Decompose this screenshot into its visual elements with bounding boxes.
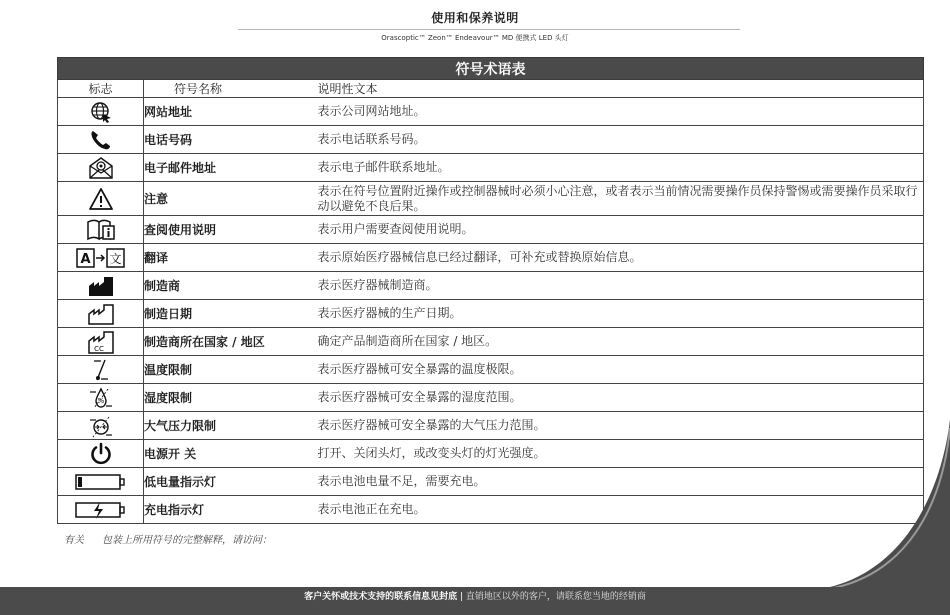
footer-distributor-note: 直销地区以外的客户，请联系您当地的经销商: [465, 592, 646, 602]
document-title: 使用和保养说明: [431, 11, 519, 25]
column-header-description: 说明性文本: [316, 80, 924, 98]
manufacturer-icon: [58, 272, 144, 300]
table-row: [58, 468, 924, 496]
table-row: [58, 126, 924, 154]
symbol-name: 充电指示灯: [144, 496, 316, 524]
symbol-description: 表示医疗器械制造商。: [316, 272, 924, 300]
symbol-name: 低电量指示灯: [144, 468, 316, 496]
table-row: [58, 440, 924, 468]
symbol-description: 表示电池正在充电。: [316, 496, 924, 524]
symbol-description: 打开、关闭头灯，或改变头灯的灯光强度。: [316, 440, 924, 468]
table-row: [58, 244, 924, 272]
table-row: [58, 216, 924, 244]
footnote: [64, 531, 272, 546]
symbol-name: 制造商所在国家 / 地区: [144, 328, 316, 356]
symbol-name: 电源开 关: [144, 440, 316, 468]
header-divider: [238, 29, 740, 30]
pressure-limit-icon: [58, 412, 144, 440]
symbol-description: 确定产品制造商所在国家 / 地区。: [316, 328, 924, 356]
table-row: [58, 300, 924, 328]
temperature-limit-icon: [58, 356, 144, 384]
symbol-name: 查阅使用说明: [144, 216, 316, 244]
power-icon: [58, 440, 144, 468]
symbol-description: 表示在符号位置附近操作或控制器械时必须小心注意，或者表示当前情况需要操作员保持警惕或需要操作员采取行动以避免不良后果。: [316, 182, 924, 216]
symbol-glossary-table: [57, 57, 923, 524]
column-header-name: 符号名称: [144, 80, 316, 98]
table-row: [58, 272, 924, 300]
country-of-manufacture-icon: [58, 328, 144, 356]
caution-icon: [58, 182, 144, 216]
charging-icon: [58, 496, 144, 524]
symbol-name: 网站地址: [144, 98, 316, 126]
symbol-name: 制造商: [144, 272, 316, 300]
symbol-description: 表示医疗器械可安全暴露的湿度范围。: [316, 384, 924, 412]
phone-icon: [58, 126, 144, 154]
consult-ifu-icon: [58, 216, 144, 244]
header: [0, 9, 950, 26]
symbol-description: 表示用户需要查阅使用说明。: [316, 216, 924, 244]
table-caption: 符号术语表: [58, 58, 924, 80]
symbol-name: 温度限制: [144, 356, 316, 384]
footnote-text: 包装上所用符号的完整解释，请访问：: [102, 535, 272, 546]
footer-contact-note: 客户关怀或技术支持的联系信息见封底: [304, 592, 458, 602]
symbol-description: 表示医疗器械可安全暴露的大气压力范围。: [316, 412, 924, 440]
table-header-row: [58, 80, 924, 98]
symbol-description: 表示公司网站地址。: [316, 98, 924, 126]
symbol-name: 电子邮件地址: [144, 154, 316, 182]
humidity-limit-icon: [58, 384, 144, 412]
footnote-lead: 有关: [64, 535, 84, 546]
globe-icon: [58, 98, 144, 126]
translation-icon: [58, 244, 144, 272]
symbol-description: 表示电池电量不足，需要充电。: [316, 468, 924, 496]
table-row: [58, 356, 924, 384]
column-header-symbol: 标志: [58, 80, 144, 98]
low-battery-icon: [58, 468, 144, 496]
symbol-name: 大气压力限制: [144, 412, 316, 440]
symbol-description: 表示医疗器械的生产日期。: [316, 300, 924, 328]
svg-text:A: A: [79, 251, 91, 267]
symbol-name: 电话号码: [144, 126, 316, 154]
decorative-curve: [830, 420, 950, 615]
symbol-description: 表示医疗器械可安全暴露的温度极限。: [316, 356, 924, 384]
table-row: [58, 496, 924, 524]
symbol-name: 注意: [144, 182, 316, 216]
symbol-description: 表示原始医疗器械信息已经过翻译，可补充或替换原始信息。: [316, 244, 924, 272]
svg-text:文: 文: [108, 251, 122, 266]
footer-separator: |: [459, 592, 464, 602]
symbol-name: 制造日期: [144, 300, 316, 328]
table-row: [58, 182, 924, 216]
symbol-description: 表示电子邮件联系地址。: [316, 154, 924, 182]
table-row: [58, 154, 924, 182]
table-row: [58, 328, 924, 356]
email-icon: [58, 154, 144, 182]
footer-bar: [0, 587, 950, 615]
table-row: [58, 412, 924, 440]
manufacture-date-icon: [58, 300, 144, 328]
svg-text:%: %: [97, 396, 104, 405]
svg-text:CC: CC: [93, 344, 104, 353]
symbol-name: 湿度限制: [144, 384, 316, 412]
table-row: [58, 98, 924, 126]
table-row: [58, 384, 924, 412]
symbol-name: 翻译: [144, 244, 316, 272]
document-subtitle: Orascoptic™ Zeon™ Endeavour™ MD 便携式 LED 头灯: [381, 34, 569, 42]
symbol-description: 表示电话联系号码。: [316, 126, 924, 154]
